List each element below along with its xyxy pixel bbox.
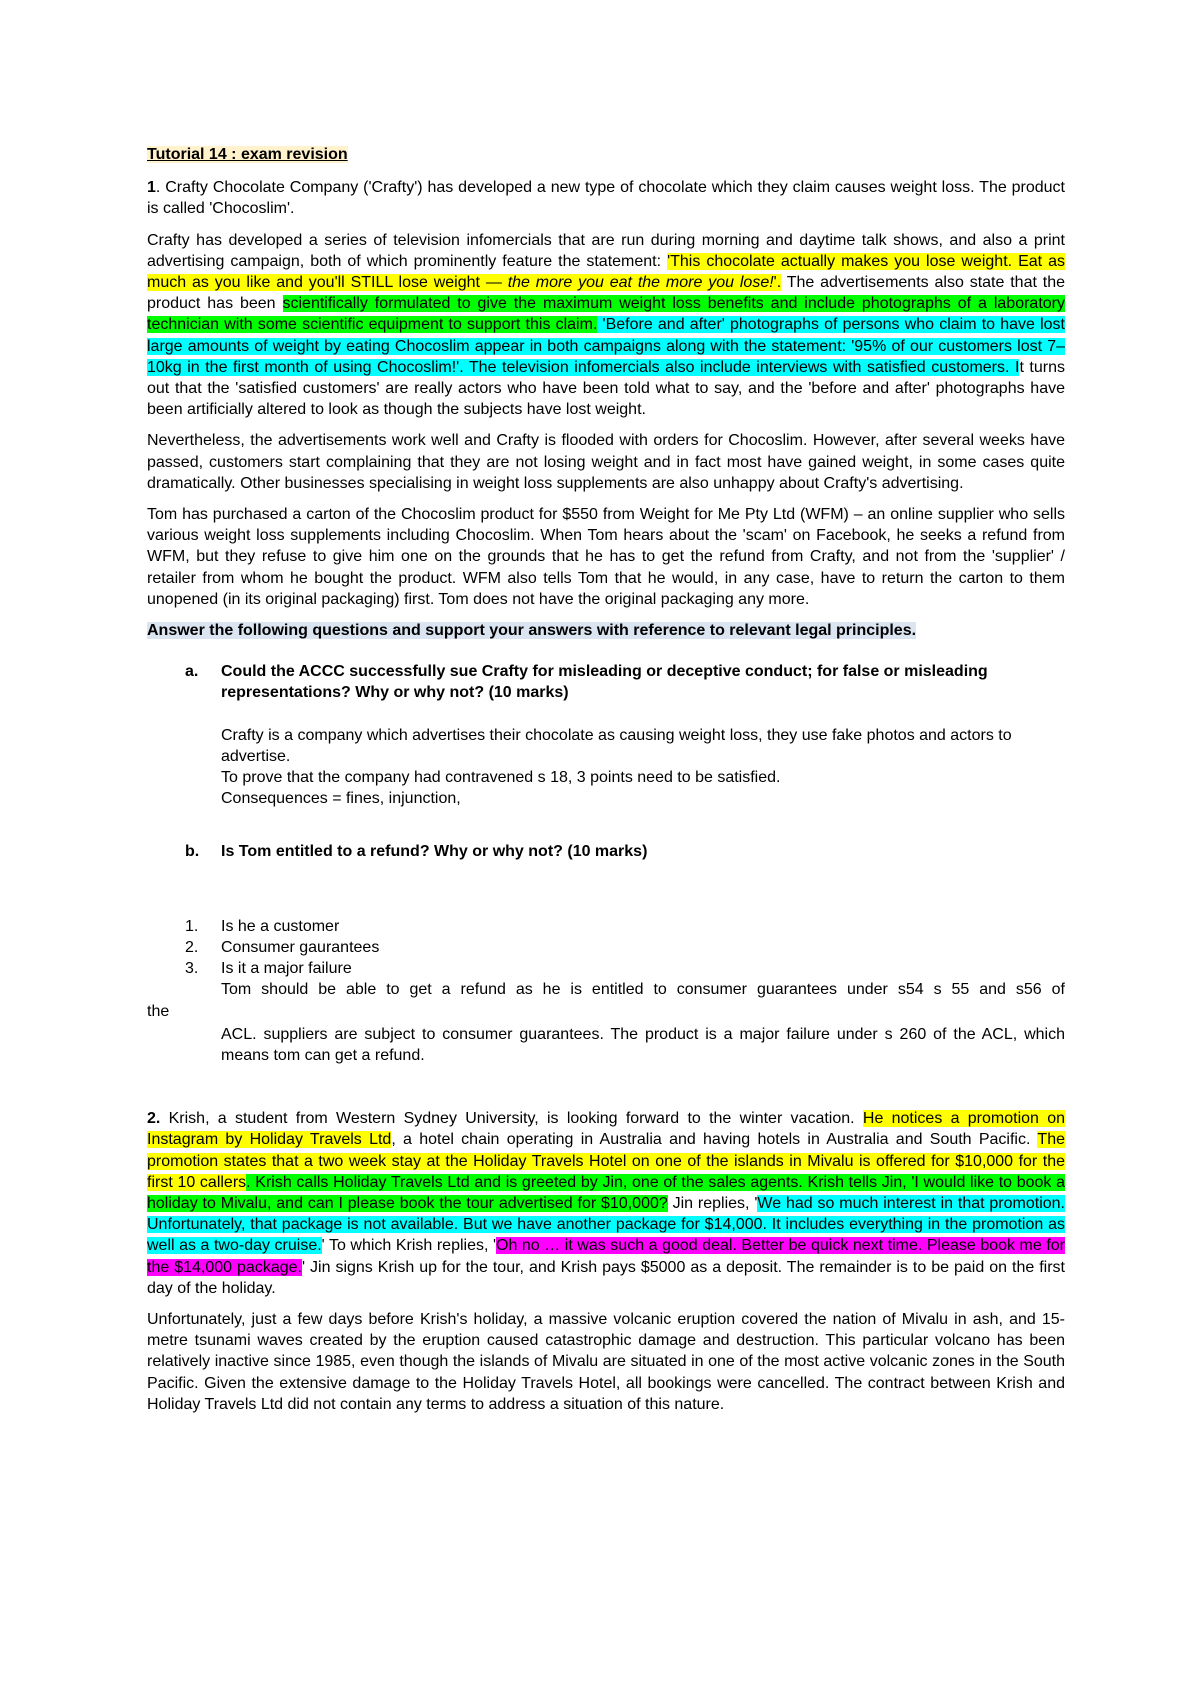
list-item-text: Is it a major failure [221, 960, 352, 978]
q2-yellow-highlight-2: The promotion states that a two week stay at the Holiday Travels Hotel on one of the islands in Mivalu is offered for $10,000 for the first 10 callers [147, 1131, 1065, 1191]
q1-paragraph-3: Nevertheless, the advertisements work well and Crafty is flooded with orders for Chocoslim. However, after several weeks have passed, customers start complaining that they are not losing weight and in fact most have gained weight, in some cases quite dramatically. Other businesses specialising in weight loss supplements are also unhappy about Crafty's advertising. [147, 432, 1065, 492]
q1-p2-yellow-italic: the more you eat the more you lose! [507, 274, 774, 292]
answer-a [147, 725, 1065, 810]
question-a-text: Could the ACCC successfully sue Crafty for misleading or deceptive conduct; for false or misleading representations? Why or why not? (10 marks) [221, 663, 988, 702]
list-item-number: 1. [185, 917, 199, 935]
list-item-text: Is he a customer [221, 917, 340, 935]
answer-a-line-3: Consequences = fines, injunction, [221, 790, 461, 808]
q1-number: 1 [147, 179, 156, 197]
answer-b-the: the [147, 1002, 170, 1020]
question-a [147, 661, 1065, 703]
q2-magenta-highlight: Oh no … it was such a good deal. Better be quick next time. Please book me for the $14,000 package. [147, 1237, 1065, 1276]
q1-p2-yellow-2: '. [773, 274, 782, 292]
q2-c: Jin replies, ' [667, 1194, 758, 1212]
answer-b-list [147, 916, 1065, 980]
q2-b: , a hotel chain operating in Australia and having hotels in Australia and South Pacific. [391, 1131, 1038, 1149]
q1-p2-green-highlight: scientifically formulated to give the maximum weight loss benefits and include photographs of a laboratory technician with some scientific equipment to support this claim. [147, 295, 1066, 334]
q1-p2-b: The advertisements also state that the product has been [147, 274, 1066, 313]
answer-a-line-1: Crafty is a company which advertises their chocolate as causing weight loss, they use fake photos and actors to advertise. [221, 726, 1012, 765]
q2-e: ' Jin signs Krish up for the tour, and Krish pays $5000 as a deposit. The remainder is to be paid on the first day of the holiday. [147, 1258, 1066, 1297]
list-item-number: 2. [185, 938, 199, 956]
title-text: Tutorial 14 : exam revision [147, 146, 348, 163]
q2-a: Krish, a student from Western Sydney University, is looking forward to the winter vacation. [160, 1110, 863, 1128]
q1-intro [147, 177, 1065, 219]
q1-p2-a: Crafty has developed a series of television infomercials that are run during morning and daytime talk shows, and also a print advertising campaign, both of which prominently feature the statement: [147, 231, 1065, 270]
instruction-text: Answer the following questions and support your answers with reference to relevant legal principles. [147, 622, 917, 640]
answer-a-line-2: To prove that the company had contravened s 18, 3 points need to be satisfied. [221, 769, 781, 787]
answer-b-line-1: Tom should be able to get a refund as he is entitled to consumer guarantees under s54 s 55 and s56 of [221, 981, 1065, 999]
q2-cyan-highlight: We had so much interest in that promotion. Unfortunately, that package is not available. But we have another package for $14,000. It includes everything in the promotion as well as a two-day cruise. [147, 1194, 1065, 1255]
q1-p2-c: t turns out that the 'satisfied customers' are really actors who have been told what to say, and the 'before and after' photographs have been artificially altered to look as though the subjects have lost weight. [147, 358, 1065, 419]
list-item [147, 937, 1065, 958]
q2-yellow-highlight-1: He notices a promotion on Instagram by Holiday Travels Ltd [147, 1110, 1066, 1149]
q1-paragraph-2 [147, 230, 1065, 421]
q1-paragraph-4: Tom has purchased a carton of the Chocoslim product for $550 from Weight for Me Pty Ltd (WFM) – an online supplier who sells various weight loss supplements including Chocoslim. When Tom hears about the 'scam' on Facebook, he seeks a refund from WFM, but they refuse to give him one on the grounds that he has to get the refund from Crafty, and not from the 'supplier' / retailer from whom he bought the product. WFM also tells Tom that he would, in any case, have to return the carton to them unopened (in its original packaging) first. Tom does not have the original packaging any more. [147, 506, 1065, 608]
question-b-text: Is Tom entitled to a refund? Why or why not? (10 marks) [221, 843, 648, 861]
question-b [147, 841, 1065, 862]
list-item [147, 916, 1065, 937]
q2-green-highlight: . Krish calls Holiday Travels Ltd and is greeted by Jin, one of the sales agents. Krish tells Jin, 'I would like to book a holiday to Mivalu, and can I please book the tour advertised for $10,000? [147, 1173, 1066, 1212]
instruction-line [147, 620, 1065, 641]
q2-paragraph-2: Unfortunately, just a few days before Krish's holiday, a massive volcanic eruption covered the nation of Mivalu in ash, and 15-metre tsunami waves created by the eruption caused catastrophic damage and destruction. This particular volcano has been relatively inactive since 1985, even though the islands of Mivalu are situated in one of the most active volcanic zones in the South Pacific. Given the extensive damage to the Holiday Travels Hotel, all bookings were cancelled. The contract between Krish and Holiday Travels Ltd did not contain any terms to address a situation of this nature. [147, 1310, 1065, 1413]
question-a-label: a. [185, 663, 199, 681]
q1-intro-text: . Crafty Chocolate Company ('Crafty') has developed a new type of chocolate which they claim causes weight loss. The product is called 'Chocoslim'. [147, 179, 1065, 218]
q2-d: ' To which Krish replies, ' [321, 1237, 497, 1255]
question-b-label: b. [185, 843, 200, 861]
list-item [147, 958, 1065, 979]
q1-p2-yellow-1: 'This chocolate actually makes you lose weight. Eat as much as you like and you'll STILL lose weight — [147, 252, 1066, 292]
q2-number: 2. [147, 1110, 161, 1128]
q1-p2-cyan-highlight: 'Before and after' photographs of persons who claim to have lost large amounts of weight by eating Chocoslim appear in both campaigns along with the statement: '95% of our customers lost 7–10kg in the first month of using Chocoslim!'. The television infomercials also include interviews with satisfied customers. I [147, 316, 1065, 376]
list-item-number: 3. [185, 960, 199, 978]
document-title [147, 144, 1065, 165]
document-page [147, 144, 1065, 1415]
q2-paragraph-1 [147, 1108, 1065, 1299]
answer-b-rest: ACL. suppliers are subject to consumer guarantees. The product is a major failure under s 260 of the ACL, which means tom can get a refund. [221, 1025, 1065, 1064]
list-item-text: Consumer gaurantees [221, 938, 380, 956]
